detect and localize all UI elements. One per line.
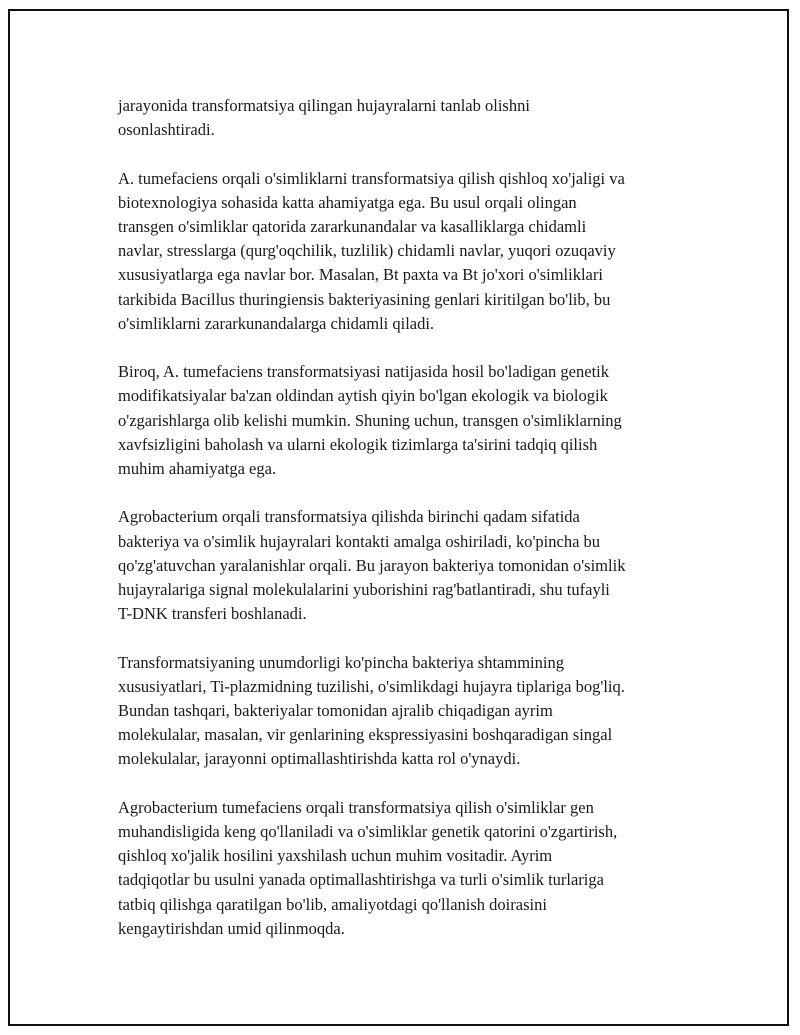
text-line: xususiyatlarga ega navlar bor. Masalan, Bt paxta va Bt jo'xori o'simliklari: [118, 265, 603, 285]
text-line: muhim ahamiyatga ega.: [118, 459, 277, 479]
text-line: qo'zg'atuvchan yaralanishlar orqali. Bu jarayon bakteriya tomonidan o'simlik: [118, 555, 626, 575]
text-line: T-DNK transferi boshlanadi.: [118, 604, 307, 624]
text-line: jarayonida transformatsiya qilingan hujayralarni tanlab olishni: [118, 96, 530, 115]
paragraph-2: [118, 167, 698, 336]
paragraph-4: [118, 505, 698, 626]
text-line: kengaytirishdan umid qilinmoqda.: [118, 918, 345, 938]
document-body: [118, 94, 698, 965]
text-line: o'simliklarni zararkunandalarga chidamli qiladi.: [118, 313, 435, 333]
text-line: hujayralariga signal molekulalarini yuborishini rag'batlantiradi, shu tufayli: [118, 580, 610, 600]
paragraph-3: [118, 360, 698, 481]
text-line: modifikatsiyalar ba'zan oldindan aytish qiyin bo'lgan ekologik va biologik: [118, 386, 608, 406]
text-line: tarkibida Bacillus thuringiensis bakteriyasining genlari kiritilgan bo'lib, bu: [118, 289, 611, 309]
text-line: A. tumefaciens orqali o'simliklarni transformatsiya qilish qishloq xo'jaligi va: [118, 168, 625, 188]
text-line: tadqiqotlar bu usulni yanada optimallashtirishga va turli o'simlik turlariga: [118, 870, 604, 890]
paragraph-6: [118, 796, 698, 941]
text-line: Agrobacterium tumefaciens orqali transformatsiya qilish o'simliklar gen: [118, 797, 594, 817]
text-line: qishloq xo'jalik hosilini yaxshilash uchun muhim vositadir. Ayrim: [118, 846, 553, 866]
text-line: Bundan tashqari, bakteriyalar tomonidan ajralib chiqadigan ayrim: [118, 701, 553, 721]
text-line: molekulalar, jarayonni optimallashtirishda katta rol o'ynaydi.: [118, 749, 521, 769]
text-line: navlar, stresslarga (qurg'oqchilik, tuzlilik) chidamli navlar, yuqori ozuqaviy: [118, 241, 616, 261]
text-line: biotexnologiya sohasida katta ahamiyatga ega. Bu usul orqali olingan: [118, 192, 577, 212]
text-line: muhandisligida keng qo'llaniladi va o'simliklar genetik qatorini o'zgartirish,: [118, 822, 618, 842]
text-line: Transformatsiyaning unumdorligi ko'pincha bakteriya shtammining: [118, 652, 564, 672]
text-line: Biroq, A. tumefaciens transformatsiyasi natijasida hosil bo'ladigan genetik: [118, 362, 609, 382]
text-line: bakteriya va o'simlik hujayralari kontakti amalga oshiriladi, ko'pincha bu: [118, 531, 601, 551]
text-line: xavfsizligini baholash va ularni ekologik tizimlarga ta'sirini tadqiq qilish: [118, 434, 598, 454]
text-line: osonlashtiradi.: [118, 120, 215, 140]
text-line: transgen o'simliklar qatorida zararkunandalar va kasalliklarga chidamli: [118, 217, 587, 236]
text-line: molekulalar, masalan, vir genlarining ekspressiyasini boshqaradigan singal: [118, 725, 613, 745]
paragraph-1: [118, 94, 698, 142]
text-line: xususiyatlari, Ti-plazmidning tuzilishi, o'simlikdagi hujayra tiplariga bog'liq.: [118, 676, 625, 696]
text-line: o'zgarishlarga olib kelishi mumkin. Shuning uchun, transgen o'simliklarning: [118, 410, 622, 430]
text-line: tatbiq qilishga qaratilgan bo'lib, amaliyotdagi qo'llanish doirasini: [118, 894, 547, 914]
text-line: Agrobacterium orqali transformatsiya qilishda birinchi qadam sifatida: [118, 507, 580, 527]
paragraph-5: [118, 651, 698, 772]
